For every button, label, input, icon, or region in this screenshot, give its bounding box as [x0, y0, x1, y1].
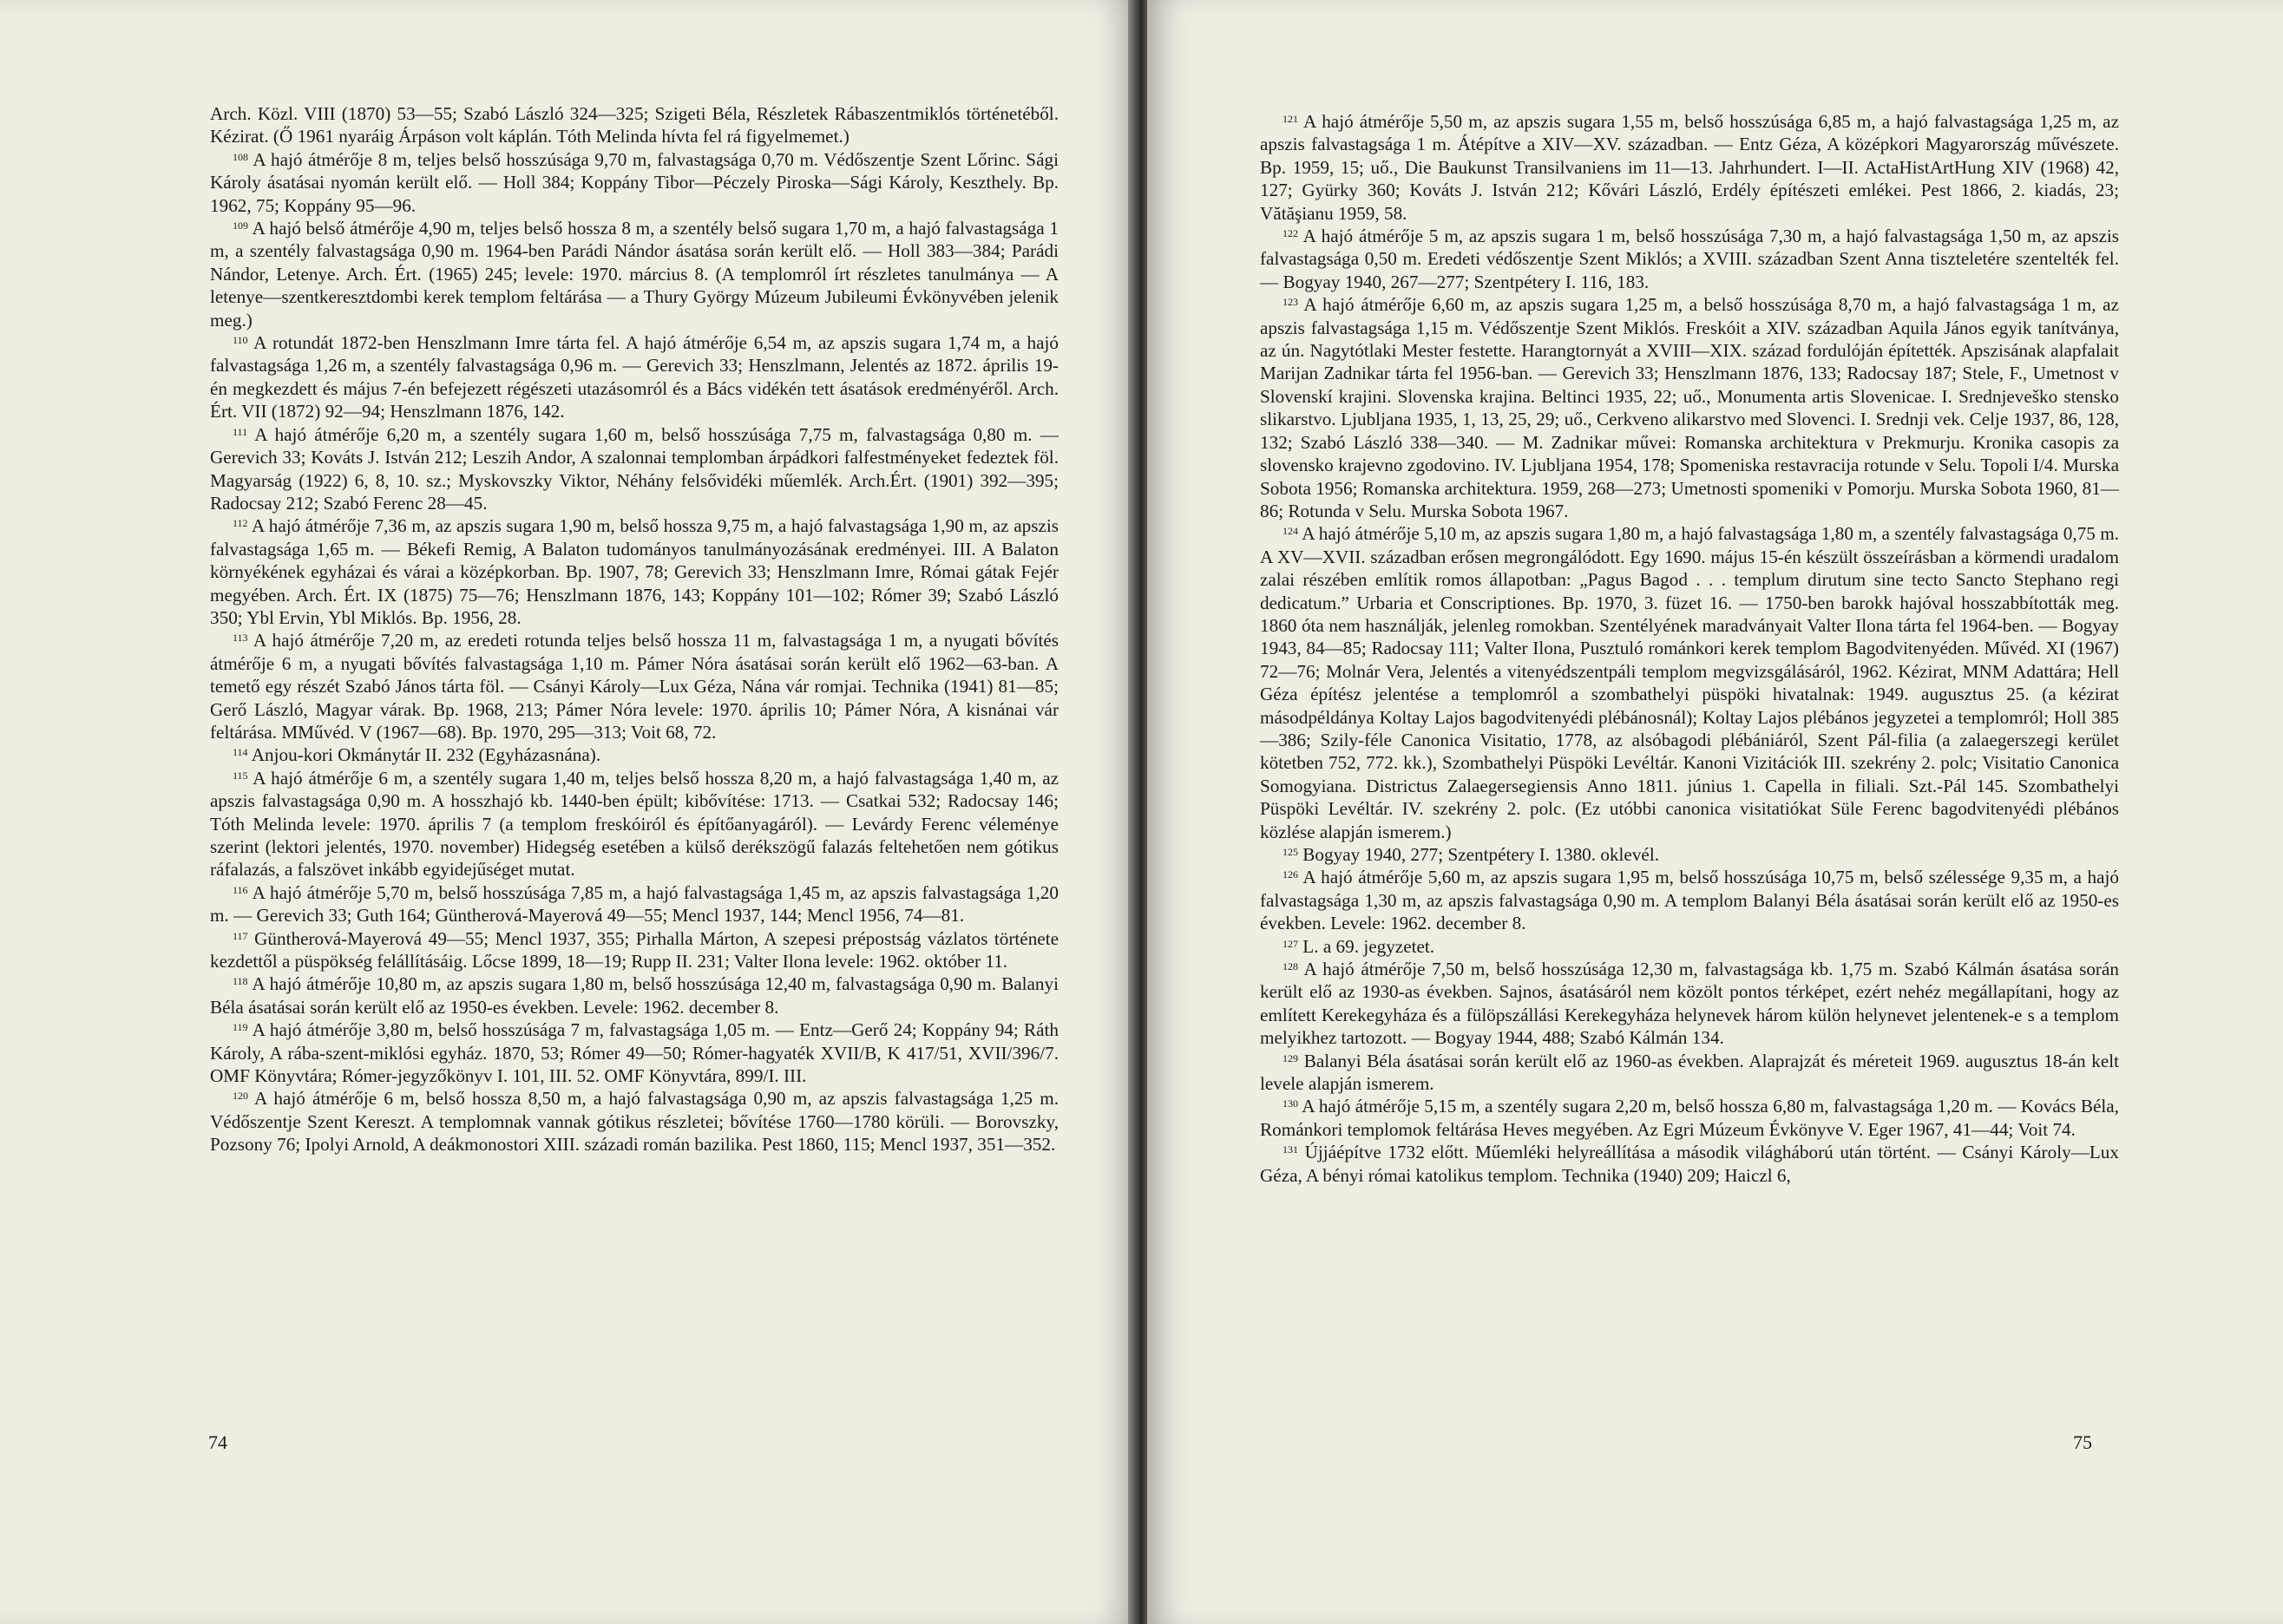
- footnote-number: 125: [1283, 846, 1298, 858]
- footnote: [210, 148, 1059, 217]
- footnote-number: 112: [233, 517, 248, 530]
- footnote-text: Arch. Közl. VIII (1870) 53—55; Szabó László 324—325; Szigeti Béla, Részletek Rábaszentmiklós történetéből. Kézirat. (Ő 1961 nyaráig Árpáson volt káplán. Tóth Melinda hívta fel rá figyelmemet.): [210, 103, 1059, 147]
- footnote-number: 131: [1283, 1143, 1298, 1156]
- footnote-number: 124: [1283, 525, 1298, 538]
- footnote-text: A hajó átmérője 10,80 m, az apszis sugara 1,80 m, belső hosszúsága 12,40 m, falvastagsága 0,90 m. Balanyi Béla ásatásai során került elő az 1950-es években. Levele: 1962. december 8.: [210, 973, 1059, 1018]
- footnote: [210, 972, 1059, 1018]
- footnote: [210, 1087, 1059, 1156]
- footnote-number: 110: [233, 334, 248, 347]
- footnote: [210, 629, 1059, 743]
- left-page: [0, 0, 1135, 1624]
- footnote-number: 129: [1283, 1051, 1298, 1064]
- footnote: [1260, 1141, 2119, 1187]
- footnote-text: A hajó átmérője 5,10 m, az apszis sugara 1,80 m, a hajó falvastagsága 1,80 m, a szentély falvastagsága 0,75 m. A XV—XVII. században erősen megrongálódott. Egy 1690. május 15-én készült összeírásban a körmendi uradalom zalai részében említik romos állapotban: „Pagus Bagod . . . templum dirutum sine tecto Sancto Stephano regi dedicatum.” Urbaria et Conscriptiones. Bp. 1970, 3. füzet 16. — 1750-ben barokk hajóval hosszabbították meg. 1860 óta nem használják, jelenleg romokban. Szentélyének maradványait Valter Ilona tárta fel 1964-ben. — Bogyay 1943, 84—85; Radocsay 111; Valter Ilona, Pusztuló románkori kerek templom Bagodvitenyéden. Művéd. XI (1967) 72—76; Molnár Vera, Jelentés a vitenyédszentpáli templom megvizsgálásáról, 1962. Kézirat, MNM Adattára; Hell Géza építész jelentése a templomról a szombathelyi püspöki hivatalnak: 1949. augusztus 25. (a kézirat másodpéldánya Koltay Lajos bagodvitenyédi plébánosnál); Koltay Lajos plébános jegyzetei a templomról; Holl 385—386; Szily-féle Canonica Visitatio, 1778, az alsóbagodi plébániáról, Szent Pál-filia (a zalaegerszegi kerület kötetben 752, 772. kk.), Szombathelyi Püspöki Levéltár. Kanoni Vizitációk III. szekrény 2. polc; Visitatio Canonica Somogyiana. Districtus Zalaegersegiensis Anno 1811. június 1. Capella in filiali. Szt.-Pál 145. Szombathelyi Püspöki Levéltár. IV. szekrény 2. polc. (Ez utóbbi canonica visitatiókat Süle Ferenc bagodvitenyédi plébános közlése alapján ismerem.): [1260, 523, 2119, 842]
- footnote-number: 116: [233, 883, 248, 896]
- footnote-number: 120: [233, 1090, 248, 1103]
- footnote-text: A hajó átmérője 8 m, teljes belső hosszúsága 9,70 m, falvastagsága 0,70 m. Védőszentje Szent Lőrinc. Sági Károly ásatásai nyomán került elő. — Holl 384; Koppány Tibor—Péczely Piroska—Sági Károly, Keszthely. Bp. 1962, 75; Koppány 95—96.: [210, 148, 1059, 216]
- footnote-text: A hajó átmérője 7,20 m, az eredeti rotunda teljes belső hossza 11 m, falvastagsága 1 m, a nyugati bővítés átmérője 6 m, a nyugati bővítés falvastagsága 1,10 m. Pámer Nóra ásatásai során került elő 1962—63-ban. A temető egy részét Szabó János tárta föl. — Csányi Károly—Lux Géza, Nána vár romjai. Technika (1941) 81—85; Gerő László, Magyar várak. Bp. 1968, 213; Pámer Nóra levele: 1970. április 10; Pámer Nóra, A kisnánai vár feltárása. MMűvéd. V (1967—68). Bp. 1970, 295—313; Voit 68, 72.: [210, 630, 1059, 743]
- footnote-text: A hajó belső átmérője 4,90 m, teljes belső hossza 8 m, a szentély belső sugara 1,70 m, a hajó falvastagsága 1 m, a szentély falvastagsága 0,90 m. 1964-ben Parádi Nándor ásatása során került elő. — Holl 383—384; Parádi Nándor, Letenye. Arch. Ért. (1965) 245; levele: 1970. március 8. (A templomról írt részletes tanulmánya — A letenye—szentkeresztdombi kerek templom feltárása — a Thury György Múzeum Jubileumi Évkönyvében jelenik meg.): [210, 218, 1059, 331]
- footnote: [210, 881, 1059, 927]
- footnote-text: Újjáépítve 1732 előtt. Műemléki helyreállítása a második világháború után történt. — Csányi Károly—Lux Géza, A bényi római katolikus templom. Technika (1940) 209; Haiczl 6,: [1260, 1142, 2119, 1186]
- footnote: [210, 767, 1059, 881]
- footnote-number: 130: [1283, 1097, 1298, 1110]
- footnote: [210, 927, 1059, 973]
- footnote-text: A hajó átmérője 5 m, az apszis sugara 1 m, belső hosszúsága 7,30 m, a hajó falvastagsága 1,50 m, az apszis falvastagsága 0,50 m. Eredeti védőszentje Szent Miklós; a XVIII. században Szent Anna tiszteletére szentelték fel. — Bogyay 1940, 267—277; Szentpétery I. 116, 183.: [1260, 226, 2119, 292]
- footnote: [210, 514, 1059, 629]
- right-notes: [1260, 110, 2119, 1187]
- footnote: [210, 743, 1059, 766]
- left-notes: [210, 102, 1059, 1156]
- page-number: 74: [208, 1431, 227, 1453]
- footnote-text: A hajó átmérője 5,50 m, az apszis sugara 1,55 m, belső hosszúsága 6,85 m, a hajó falvastagsága 1,25 m, az apszis falvastagsága 1 m. Átépítve a XIV—XV. században. — Entz Géza, A középkori Magyarország művészete. Bp. 1959, 15; uő., Die Baukunst Transilvaniens im 11—13. Jahrhundert. I—II. ActaHistArtHung XIV (1968) 42, 127; Gyürky 360; Kováts J. István 212; Kővári László, Erdély építészeti emlékei. Pest 1866, 2. kiadás, 23; Vătăşianu 1959, 58.: [1260, 111, 2119, 224]
- footnote-number: 117: [233, 929, 248, 942]
- footnote-text: A hajó átmérője 6,60 m, az apszis sugara 1,25 m, a belső hosszúsága 8,70 m, a hajó falvastagsága 1 m, az apszis falvastagsága 1,15 m. Védőszentje Szent Miklós. Freskóit a XIV. században Aquila János egyik tanítványa, az ún. Nagytótlaki Mester festette. Harangtornyát a XVIII—XIX. század fordulóján építették. Apszisának alapfalait Marijan Zadnikar tárta fel 1956-ban. — Gerevich 33; Henszlmann 1876, 133; Radocsay 187; Stele, F., Umetnost v Slovenskí krajini. Slovenska krajina. Beltinci 1935, 22; uő., Monumenta artis Slovenicae. I. Srednjeveško stensko slikarstvo. Ljubljana 1935, 1, 13, 25, 29; uő., Cerkveno alikarstvo med Slovenci. I. Srednji vek. Celje 1937, 86, 128, 132; Szabó László 338—340. — M. Zadnikar művei: Romanska architektura v Prekmurju. Kronika casopis za slovensko krajevno zgodovino. IV. Ljubljana 1954, 178; Spomeniska restavracija rotunde v Selu. Topoli I/4. Murska Sobota 1956; Romanska architektura. 1959, 268—273; Umetnosti spomeniki v Pomorju. Murska Sobota 1960, 81—86; Rotunda v Selu. Murska Sobota 1967.: [1260, 294, 2119, 521]
- footnote-number: 108: [233, 150, 248, 163]
- footnote: [210, 331, 1059, 423]
- footnote: [1260, 958, 2119, 1050]
- footnote: [1260, 522, 2119, 843]
- footnote-number: 126: [1283, 868, 1298, 881]
- footnote: [1260, 843, 2119, 866]
- footnote: [210, 1018, 1059, 1087]
- footnote: [210, 217, 1059, 331]
- right-page: [1147, 0, 2283, 1624]
- footnote-text: A hajó átmérője 7,36 m, az apszis sugara 1,90 m, belső hossza 9,75 m, a hajó falvastagsága 1,90 m, az apszis falvastagsága 1,65 m. — Békefi Remig, A Balaton tudományos tanulmányozásának eredményei. III. A Balaton környékének egyházai és várai a középkorban. Bp. 1907, 78; Gerevich 33; Henszlmann Imre, Római gátak Fejér megyében. Arch. Ért. IX (1875) 75—76; Henszlmann 1876, 143; Koppány 101—102; Rómer 39; Szabó László 350; Ybl Ervin, Ybl Miklós. Bp. 1956, 28.: [210, 515, 1059, 628]
- footnote: [210, 423, 1059, 515]
- footnote: [1260, 935, 2119, 958]
- footnote-text: A hajó átmérője 3,80 m, belső hosszúsága 7 m, falvastagsága 1,05 m. — Entz—Gerő 24; Koppány 94; Ráth Károly, A rába-szent-miklósi egyház. 1870, 53; Rómer 49—50; Rómer-hagyaték XVII/B, K 417/51, XVII/396/7. OMF Könyvtára; Rómer-jegyzőkönyv I. 101, III. 52. OMF Könyvtára, 899/I. III.: [210, 1019, 1059, 1087]
- footnote-number: 114: [233, 746, 248, 759]
- footnote: [1260, 293, 2119, 522]
- footnote-text: L. a 69. jegyzetet.: [1302, 935, 1435, 957]
- footnote-number: 115: [233, 769, 248, 782]
- footnote-number: 127: [1283, 937, 1298, 950]
- page-number: 75: [2073, 1431, 2092, 1453]
- footnote-number: 122: [1283, 227, 1298, 240]
- footnote-text: A hajó átmérője 5,60 m, az apszis sugara 1,95 m, belső hosszúsága 10,75 m, belső szélessége 9,35 m, a hajó falvastagsága 1,30 m, az apszis falvastagsága 0,90 m. A templom Balanyi Béla ásatásai során került elő az 1950-es években. Levele: 1962. december 8.: [1260, 867, 2119, 934]
- footnote-number: 109: [233, 219, 248, 232]
- footnote-text: Anjou-kori Okmánytár II. 232 (Egyházasnána).: [251, 744, 601, 766]
- footnote-text: Güntherová-Mayerová 49—55; Mencl 1937, 355; Pirhalla Márton, A szepesi prépostság vázlatos története kezdettől a püspökség felállításáig. Lőcse 1899, 18—19; Rupp II. 231; Valter Ilona levele: 1962. október 11.: [210, 927, 1059, 972]
- footnote-number: 118: [233, 975, 248, 988]
- footnote: [1260, 225, 2119, 293]
- footnote: [1260, 110, 2119, 225]
- footnote-number: 121: [1283, 113, 1298, 125]
- footnote-text: A hajó átmérője 6,20 m, a szentély sugara 1,60 m, belső hosszúsága 7,75 m, falvastagsága 0,80 m. — Gerevich 33; Kováts J. István 212; Leszih Andor, A szalonnai templomban árpádkori falfestményeket fedeztek föl. Magyarság (1922) 6, 8, 10. sz.; Myskovszky Viktor, Néhány felsővidéki műemlék. Arch.Ért. (1901) 392—395; Radocsay 212; Szabó Ferenc 28—45.: [210, 423, 1059, 514]
- footnote-text: A rotundát 1872-ben Henszlmann Imre tárta fel. A hajó átmérője 6,54 m, az apszis sugara 1,74 m, a hajó falvastagsága 1,26 m, a szentély falvastagsága 0,96 m. — Gerevich 33; Henszlmann, Jelentés az 1872. április 19-én megkezdett és május 7-én befejezett régészeti utazásomról és a Bács vidékén tett ásatások eredményéről. Arch. Ért. VII (1872) 92—94; Henszlmann 1876, 142.: [210, 332, 1059, 422]
- footnote: [1260, 866, 2119, 934]
- footnote: [1260, 1095, 2119, 1141]
- footnote-text: Balanyi Béla ásatásai során került elő az 1960-as években. Alaprajzát és méreteit 1969. augusztus 18-án kelt levele alapján ismerem.: [1260, 1050, 2120, 1095]
- footnote-text: A hajó átmérője 6 m, a szentély sugara 1,40 m, teljes belső hossza 8,20 m, a hajó falvastagsága 1,40 m, az apszis falvastagsága 0,90 m. A hosszhajó kb. 1440-ben épült; kibővítése: 1713. — Csatkai 532; Radocsay 146; Tóth Melinda levele: 1970. április 7 (a templom freskóiról és építőanyagáról). — Levárdy Ferenc véleménye szerint (lektori jelentés, 1970. november) Hidegség esetében a külső derékszögű falazás feltehetően nem gótikus ráfalazás, a falszövet inkább egyidejűséget mutat.: [210, 767, 1059, 881]
- footnote-text: A hajó átmérője 5,15 m, a szentély sugara 2,20 m, belső hossza 6,80 m, falvastagsága 1,20 m. — Kovács Béla, Románkori templomok feltárása Heves megyében. Az Egri Múzeum Évkönyve V. Eger 1967, 41—44; Voit 74.: [1260, 1096, 2119, 1140]
- footnote-number: 111: [233, 425, 248, 438]
- footnote-number: 119: [233, 1021, 248, 1034]
- footnote-text: A hajó átmérője 7,50 m, belső hosszúsága 12,30 m, falvastagsága kb. 1,75 m. Szabó Kálmán ásatása során került elő az 1930-as években. Sajnos, ásatásáról nem közölt pontos térképet, ezért nehéz megállapítani, hogy az említett Kerekegyháza és a fülöpszállási Kerekegyháza helynevek három külön helynevet jelentenek-e s a templom melyikhez tartozott. — Bogyay 1944, 488; Szabó Kálmán 134.: [1260, 959, 2119, 1049]
- footnote-text: Bogyay 1940, 277; Szentpétery I. 1380. oklevél.: [1302, 844, 1660, 865]
- footnote-number: 113: [233, 632, 248, 645]
- footnote-text: A hajó átmérője 5,70 m, belső hosszúsága 7,85 m, a hajó falvastagsága 1,45 m, az apszis falvastagsága 1,20 m. — Gerevich 33; Guth 164; Güntherová-Mayerová 49—55; Mencl 1937, 144; Mencl 1956, 74—81.: [210, 881, 1059, 927]
- footnote: [210, 102, 1059, 148]
- footnote-text: A hajó átmérője 6 m, belső hossza 8,50 m, a hajó falvastagsága 0,90 m, az apszis falvastagsága 1,25 m. Védőszentje Szent Kereszt. A templomnak vannak gótikus részletei; bővítése 1760—1780 körüli. — Borovszky, Pozsony 76; Ipolyi Arnold, A deákmonostori XIII. századi román bazilika. Pest 1860, 115; Mencl 1937, 351—352.: [210, 1088, 1059, 1156]
- footnote: [1260, 1050, 2119, 1096]
- footnote-number: 123: [1283, 296, 1298, 309]
- footnote-number: 128: [1283, 960, 1298, 973]
